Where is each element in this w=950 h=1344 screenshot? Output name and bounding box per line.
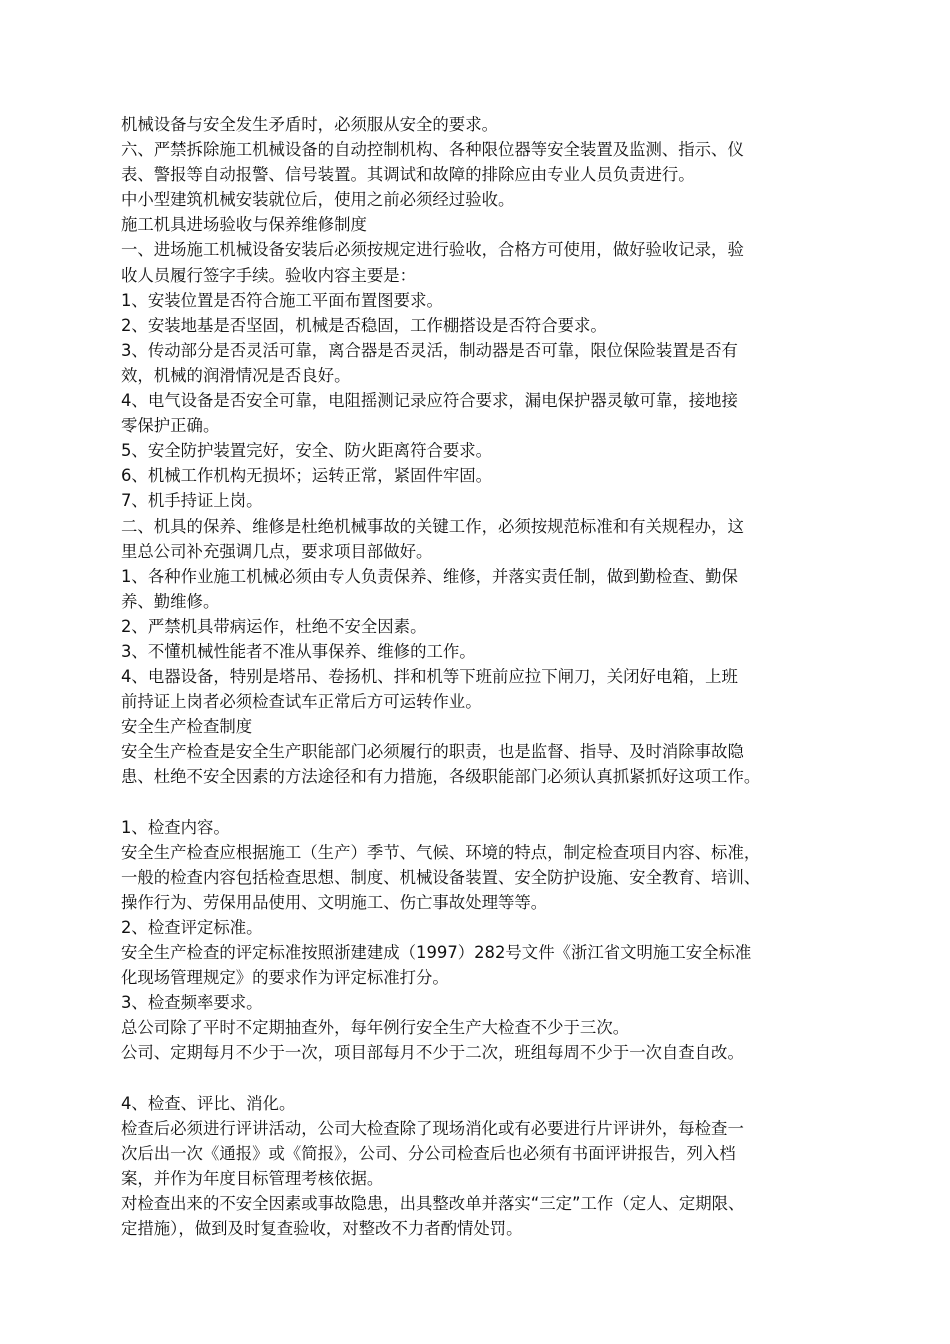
- text-line: 安全生产检查的评定标准按照浙建建成（1997）282号文件《浙江省文明施工安全标准: [121, 943, 752, 963]
- text-line: 里总公司补充强调几点，要求项目部做好。: [121, 541, 433, 561]
- text-line: 1、安装位置是否符合施工平面布置图要求。: [121, 290, 443, 310]
- text-line: 效，机械的润滑情况是否良好。: [121, 365, 351, 385]
- blank-line: [121, 790, 837, 815]
- text-line: 检查后必须进行评讲活动，公司大检查除了现场消化或有必要进行片评讲外，每检查一: [121, 1118, 744, 1138]
- text-line: 一、进场施工机械设备安装后必须按规定进行验收，合格方可使用，做好验收记录，验: [121, 240, 744, 260]
- text-line: 4、电气设备是否安全可靠，电阻摇测记录应符合要求，漏电保护器灵敏可靠，接地接: [121, 391, 738, 411]
- text-line: 六、严禁拆除施工机械设备的自动控制机构、各种限位器等安全装置及监测、指示、仪: [121, 140, 744, 160]
- blank-line: [121, 1066, 837, 1091]
- text-line: 3、检查频率要求。: [121, 993, 263, 1013]
- text-line: 中小型建筑机械安装就位后，使用之前必须经过验收。: [121, 190, 515, 210]
- text-line: 安全生产检查是安全生产职能部门必须履行的职责，也是监督、指导、及时消除事故隐: [121, 742, 744, 762]
- text-line: 化现场管理规定》的要求作为评定标准打分。: [121, 968, 449, 988]
- text-line: 养、勤维修。: [121, 591, 220, 611]
- text-line: 机械设备与安全发生矛盾时，必须服从安全的要求。: [121, 115, 498, 134]
- text-line: 1、各种作业施工机械必须由专人负责保养、维修，并落实责任制，做到勤检查、勤保: [121, 566, 738, 586]
- text-line: 4、检查、评比、消化。: [121, 1093, 296, 1113]
- text-line: 前持证上岗者必须检查试车正常后方可运转作业。: [121, 692, 482, 712]
- text-line: 次后出一次《通报》或《简报》，公司、分公司检查后也必须有书面评讲报告，列入档: [121, 1143, 736, 1163]
- text-line: 3、传动部分是否灵活可靠，离合器是否灵活，制动器是否可靠，限位保险装置是否有: [121, 340, 738, 360]
- text-line: 安全生产检查应根据施工（生产）季节、气候、环境的特点，制定检查项目内容、标准，: [121, 842, 761, 862]
- text-line: 表、警报等自动报警、信号装置。其调试和故障的排除应由专业人员负责进行。: [121, 165, 695, 185]
- text-line: 案，并作为年度目标管理考核依据。: [121, 1168, 384, 1188]
- text-line: 二、机具的保养、维修是杜绝机械事故的关键工作，必须按规范标准和有关规程办，这: [121, 516, 744, 536]
- text-line: 7、机手持证上岗。: [121, 491, 263, 511]
- text-line: 2、安装地基是否坚固，机械是否稳固，工作棚搭设是否符合要求。: [121, 315, 607, 335]
- text-line: 2、检查评定标准。: [121, 918, 263, 937]
- text-line: 一般的检查内容包括检查思想、制度、机械设备装置、安全防护设施、安全教育、培训、: [121, 867, 761, 887]
- text-line: 5、安全防护装置完好，安全、防火距离符合要求。: [121, 441, 493, 461]
- text-line: 收人员履行签字手续。验收内容主要是：: [121, 265, 417, 285]
- text-line: 患、杜绝不安全因素的方法途径和有力措施，各级职能部门必须认真抓紧抓好这项工作。: [121, 767, 761, 787]
- text-line: 总公司除了平时不定期抽查外，每年例行安全生产大检查不少于三次。: [121, 1018, 630, 1038]
- document-body: [121, 112, 837, 1241]
- text-line: 施工机具进场验收与保养维修制度: [121, 215, 367, 235]
- text-line: 3、不懂机械性能者不准从事保养、维修的工作。: [121, 641, 476, 661]
- text-line: 对检查出来的不安全因素或事故隐患，出具整改单并落实“三定”工作（定人、定期限、: [121, 1194, 745, 1214]
- text-line: 2、严禁机具带病运作，杜绝不安全因素。: [121, 616, 427, 636]
- text-line: 操作行为、劳保用品使用、文明施工、伤亡事故处理等等。: [121, 892, 548, 912]
- text-line: 定措施），做到及时复查验收，对整改不力者酌情处罚。: [121, 1219, 523, 1239]
- text-line: 零保护正确。: [121, 416, 220, 436]
- text-line: 1、检查内容。: [121, 817, 230, 837]
- text-line: 4、电器设备，特别是塔吊、卷扬机、拌和机等下班前应拉下闸刀，关闭好电箱，上班: [121, 667, 738, 687]
- text-line: 6、机械工作机构无损坏；运转正常，紧固件牢固。: [121, 466, 493, 486]
- text-line: 公司、定期每月不少于一次，项目部每月不少于二次，班组每周不少于一次自查自改。: [121, 1043, 744, 1063]
- text-line: 安全生产检查制度: [121, 717, 253, 737]
